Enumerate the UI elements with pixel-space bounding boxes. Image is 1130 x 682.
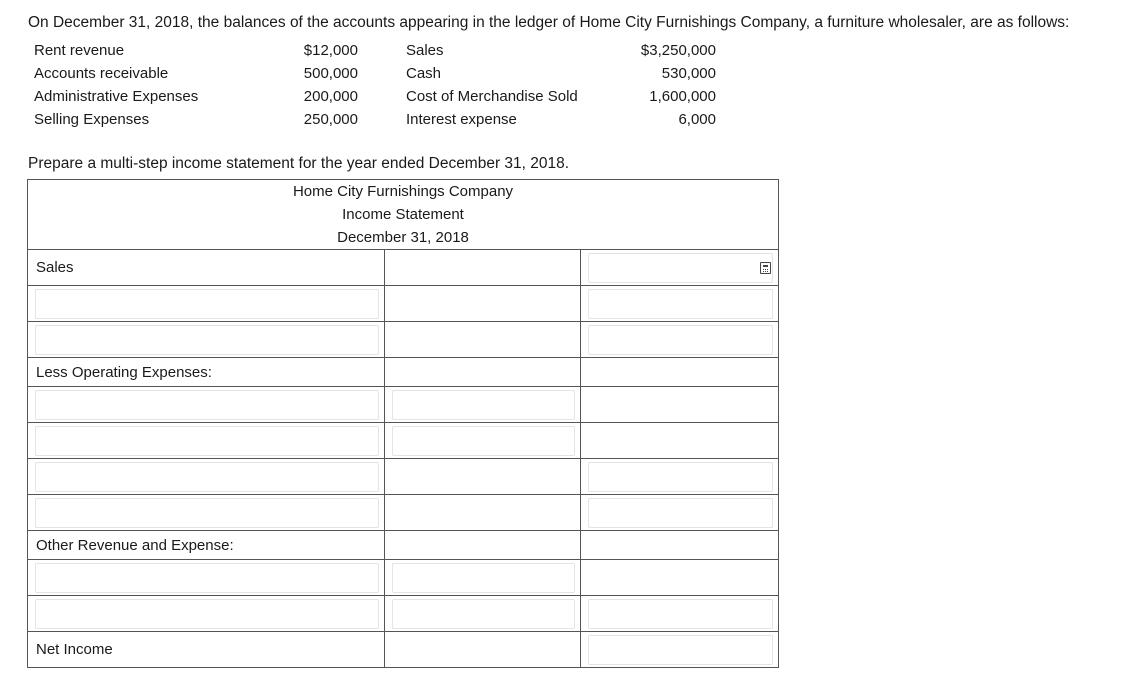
income-statement-table [27, 179, 779, 668]
account-name: Rent revenue [34, 42, 125, 59]
table-row [28, 495, 779, 531]
account-balance: $12,000 [303, 42, 358, 59]
label-cell [28, 286, 385, 322]
table-row [28, 250, 779, 286]
statement-date: December 31, 2018 [337, 229, 469, 246]
account-balance: 1,600,000 [649, 88, 716, 105]
ledger-row [34, 40, 724, 63]
account-balance: 530,000 [661, 65, 716, 82]
ledger-balances [34, 40, 724, 132]
empty-cell [384, 286, 581, 322]
account-name: Interest expense [406, 111, 517, 128]
label-cell [28, 423, 385, 459]
ledger-row [34, 86, 724, 109]
amount-input[interactable] [588, 599, 773, 629]
amount-input[interactable] [588, 325, 773, 355]
account-dropdown[interactable] [35, 563, 379, 593]
table-row [28, 286, 779, 322]
table-row [28, 423, 779, 459]
account-name: Administrative Expenses [34, 88, 199, 105]
table-row [28, 358, 779, 387]
label-cell [28, 596, 385, 632]
table-row [28, 596, 779, 632]
net-income-input[interactable] [588, 635, 773, 665]
empty-cell [384, 250, 581, 286]
amount-cell [581, 322, 779, 358]
empty-cell [384, 322, 581, 358]
table-row [28, 322, 779, 358]
account-dropdown[interactable] [35, 462, 379, 492]
account-dropdown[interactable] [35, 498, 379, 528]
empty-cell [384, 632, 581, 668]
statement-header-row [28, 180, 779, 250]
company-name: Home City Furnishings Company [292, 183, 514, 200]
account-name: Cash [406, 65, 442, 82]
ledger-row [34, 109, 724, 132]
account-name: Accounts receivable [34, 65, 169, 82]
account-balance: 250,000 [303, 111, 358, 128]
account-name: Sales [406, 42, 444, 59]
amount-cell [581, 286, 779, 322]
account-dropdown[interactable] [35, 390, 379, 420]
statement-header [28, 180, 779, 250]
table-row [28, 459, 779, 495]
label-cell [28, 560, 385, 596]
amount-input[interactable] [392, 563, 576, 593]
account-balance: 500,000 [303, 65, 358, 82]
problem-intro: On December 31, 2018, the balances of the accounts appearing in the ledger of Home City Furnishings Company, a furniture wholesaler, are as follows: [28, 14, 1070, 31]
calculator-icon[interactable] [760, 262, 771, 274]
account-balance: 6,000 [678, 111, 716, 128]
statement-title: Income Statement [342, 206, 464, 223]
ledger-row [34, 63, 724, 86]
empty-cell [384, 358, 581, 387]
label-cell [28, 495, 385, 531]
empty-cell [581, 387, 779, 423]
account-name: Cost of Merchandise Sold [406, 88, 578, 105]
account-dropdown[interactable] [35, 325, 379, 355]
amount-cell [384, 423, 581, 459]
amount-cell [384, 596, 581, 632]
table-row [28, 387, 779, 423]
empty-cell [581, 531, 779, 560]
empty-cell [384, 495, 581, 531]
empty-cell [384, 531, 581, 560]
other-revenue-expense-label: Other Revenue and Expense: [28, 531, 385, 560]
account-balance: $3,250,000 [640, 42, 716, 59]
empty-cell [581, 358, 779, 387]
amount-input[interactable] [588, 462, 773, 492]
amount-input[interactable] [588, 498, 773, 528]
account-dropdown[interactable] [35, 599, 379, 629]
empty-cell [581, 560, 779, 596]
table-row [28, 632, 779, 668]
account-name: Selling Expenses [34, 111, 150, 128]
instruction-text: Prepare a multi-step income statement for the year ended December 31, 2018. [28, 155, 570, 172]
net-income-label: Net Income [28, 632, 385, 668]
empty-cell [384, 459, 581, 495]
label-cell [28, 387, 385, 423]
label-cell [28, 459, 385, 495]
account-dropdown[interactable] [35, 426, 379, 456]
amount-input[interactable] [392, 426, 576, 456]
account-balance: 200,000 [303, 88, 358, 105]
empty-cell [581, 423, 779, 459]
amount-cell [384, 560, 581, 596]
amount-input[interactable] [588, 289, 773, 319]
less-operating-expenses-label: Less Operating Expenses: [28, 358, 385, 387]
label-cell [28, 322, 385, 358]
net-income-amount-cell [581, 632, 779, 668]
amount-input[interactable] [392, 599, 576, 629]
amount-input[interactable] [392, 390, 576, 420]
table-row [28, 531, 779, 560]
amount-cell [581, 596, 779, 632]
sales-amount-cell [581, 250, 779, 286]
amount-cell [581, 459, 779, 495]
sales-amount-input[interactable] [588, 253, 773, 283]
sales-label: Sales [28, 250, 385, 286]
table-row [28, 560, 779, 596]
amount-cell [581, 495, 779, 531]
account-dropdown[interactable] [35, 289, 379, 319]
amount-cell [384, 387, 581, 423]
